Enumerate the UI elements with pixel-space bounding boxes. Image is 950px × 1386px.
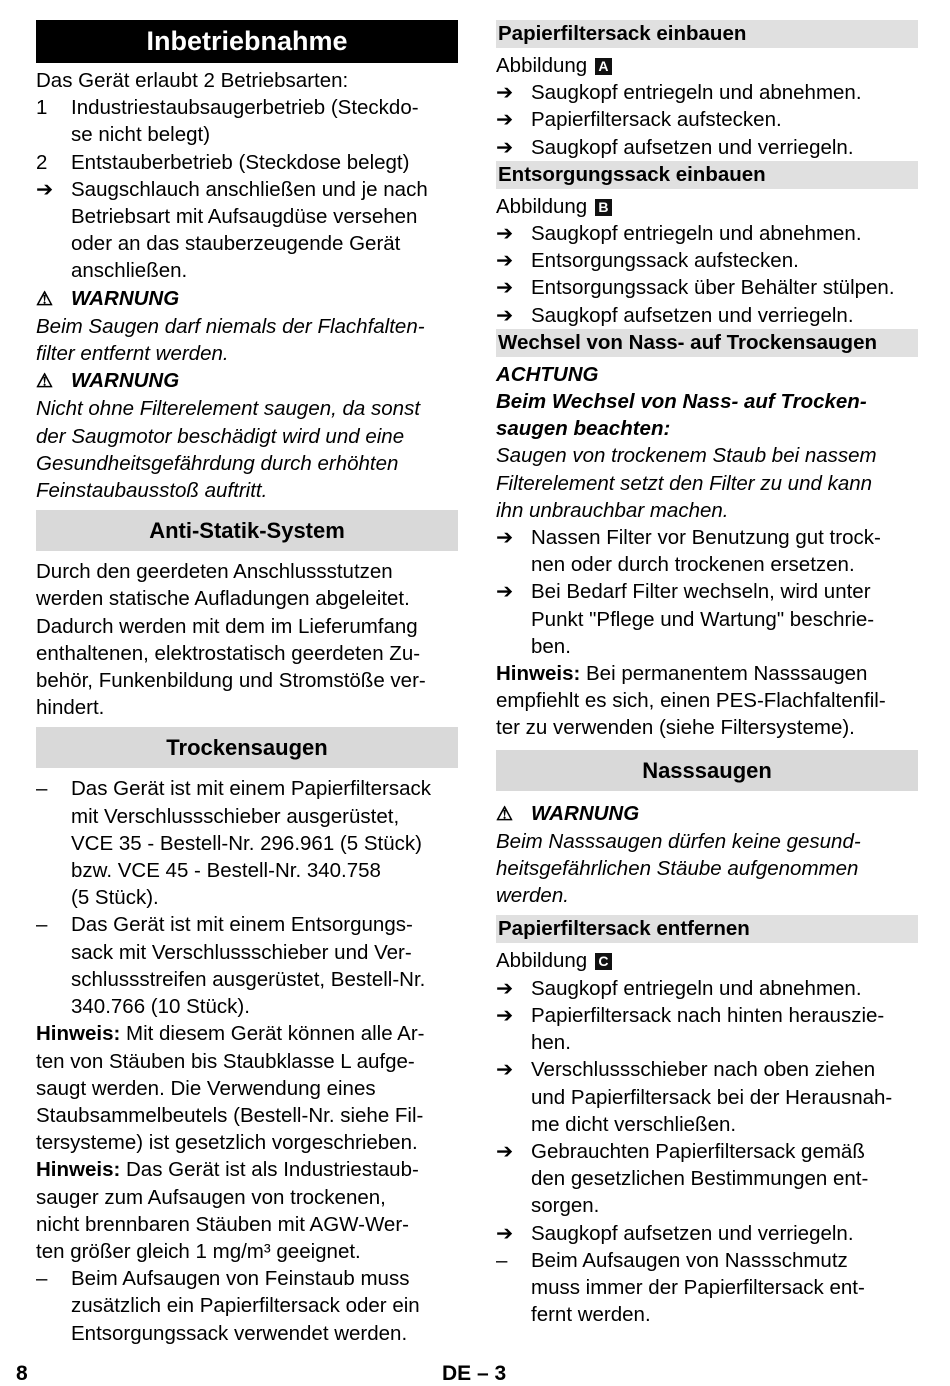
- step-item: [36, 176, 458, 285]
- mode-1-line: se nicht belegt): [71, 123, 211, 147]
- mode-2-line: Entstauberbetrieb (Steckdose belegt): [71, 150, 410, 174]
- trocken-line: VCE 35 - Bestell-Nr. 296.961 (5 Stück): [71, 831, 422, 855]
- step-item: [496, 220, 918, 247]
- warning-line: heitsgefährlichen Stäube aufgenommen: [496, 857, 859, 881]
- figure-c-badge: C: [595, 953, 612, 970]
- hinweis-2-line: ten größer gleich 1 mg/m³ geeignet.: [36, 1239, 361, 1263]
- subsection-title-entsorgungssack-einbauen: Entsorgungssack einbauen: [496, 161, 918, 189]
- step-text: Saugkopf entriegeln und abnehmen.: [531, 222, 862, 246]
- section-title-nasssaugen: Nasssaugen: [496, 750, 918, 791]
- arrow-icon: ➔: [496, 1058, 514, 1082]
- hinweis-label: Hinweis:: [496, 662, 581, 686]
- step-line: ben.: [531, 634, 571, 658]
- step-item: [496, 106, 918, 133]
- dash-line: Beim Aufsaugen von Nassschmutz: [531, 1248, 848, 1272]
- arrow-icon: ➔: [496, 276, 514, 300]
- warning-label: WARNUNG: [71, 286, 180, 310]
- dash-item: [496, 1247, 918, 1329]
- step-line: hen.: [531, 1031, 571, 1055]
- hinweis-1-line: Staubsammelbeutels (Bestell-Nr. siehe Fil-: [36, 1103, 424, 1127]
- trocken-line: 340.766 (10 Stück).: [71, 995, 250, 1019]
- achtung-line: Saugen von trockenem Staub bei nassem: [496, 444, 877, 468]
- arrow-icon: ➔: [36, 177, 54, 201]
- figure-a-badge: A: [595, 58, 612, 75]
- antistatik-line: Dadurch werden mit dem im Lieferumfang: [36, 614, 418, 638]
- trocken-line: sack mit Verschlussschieber und Ver-: [71, 940, 412, 964]
- step-text: Entsorgungssack über Behälter stülpen.: [531, 276, 895, 300]
- dash-bullet: –: [36, 913, 48, 937]
- warning-triangle-icon: ⚠: [496, 803, 514, 825]
- dash-line: fernt werden.: [531, 1303, 651, 1327]
- warning-1-line: filter entfernt werden.: [36, 342, 229, 366]
- hinweis-label: Hinweis:: [36, 1022, 121, 1046]
- warning-2-line: Gesundheitsgefährdung durch erhöhten: [36, 451, 399, 475]
- section-title-trockensaugen: Trockensaugen: [36, 727, 458, 768]
- step-item: [496, 1002, 918, 1056]
- hinweis-2-line: nicht brennbaren Stäuben mit AGW-Wer-: [36, 1212, 409, 1236]
- page-number: 8: [16, 1362, 28, 1385]
- trocken-line: mit Verschlussschieber ausgerüstet,: [71, 804, 400, 828]
- step-line: Betriebsart mit Aufsaugdüse versehen: [71, 205, 418, 229]
- step-line: Saugkopf aufsetzen und verriegeln.: [531, 1221, 854, 1245]
- dash-bullet: –: [36, 1267, 48, 1291]
- step-line: anschließen.: [71, 259, 188, 283]
- step-item: [496, 975, 918, 1002]
- hinweis-2-line: sauger zum Aufsaugen von trockenen,: [36, 1185, 386, 1209]
- abbildung-label: Abbildung: [496, 54, 588, 77]
- section-title-inbetriebnahme: Inbetriebnahme: [36, 20, 458, 63]
- arrow-icon: ➔: [496, 526, 514, 550]
- subsection-title-papierfiltersack-einbauen: Papierfiltersack einbauen: [496, 20, 918, 48]
- achtung-line: ihn unbrauchbar machen.: [496, 498, 729, 522]
- arrow-icon: ➔: [496, 81, 514, 105]
- trocken-item-1: [36, 775, 458, 911]
- hinweis-1-first-line: [36, 1020, 458, 1047]
- step-item: [496, 134, 918, 161]
- mode-2-item: [36, 149, 458, 176]
- achtung-label: ACHTUNG: [496, 362, 599, 386]
- step-text: Entsorgungssack aufstecken.: [531, 249, 799, 273]
- hinweis-line: ter zu verwenden (siehe Filtersysteme).: [496, 716, 855, 740]
- warning-1-line: Beim Saugen darf niemals der Flachfalten-: [36, 314, 425, 338]
- mode-1-item: [36, 94, 458, 148]
- step-line: Punkt "Pflege und Wartung" beschrie-: [531, 607, 875, 631]
- achtung-line: Filterelement setzt den Filter zu und kann: [496, 471, 873, 495]
- warning-2-line: der Saugmotor beschädigt wird und eine: [36, 424, 405, 448]
- arrow-icon: ➔: [496, 976, 514, 1000]
- trocken-item-3: [36, 1265, 458, 1347]
- language-page-label: DE – 3: [442, 1362, 507, 1385]
- dash-line: muss immer der Papierfiltersack ent-: [531, 1275, 865, 1299]
- left-column: [36, 20, 458, 1347]
- step-item: [496, 1056, 918, 1138]
- warning-label: WARNUNG: [531, 801, 640, 825]
- abbildung-label: Abbildung: [496, 949, 588, 973]
- step-item: [496, 79, 918, 106]
- arrow-icon: ➔: [496, 108, 514, 132]
- arrow-icon: ➔: [496, 580, 514, 604]
- warning-2-line: Nicht ohne Filterelement saugen, da sonst: [36, 397, 421, 421]
- step-item: [496, 274, 918, 301]
- warning-triangle-icon: ⚠: [36, 371, 54, 393]
- arrow-icon: ➔: [496, 303, 514, 327]
- step-line: Nassen Filter vor Benutzung gut trock-: [531, 526, 881, 550]
- subsection-title-papierfiltersack-entfernen: Papierfiltersack entfernen: [496, 915, 918, 943]
- hinweis-first-line: [496, 660, 918, 687]
- mode-1-line: Industriestaubsaugerbetrieb (Steckdo-: [71, 96, 419, 120]
- trocken-line: Beim Aufsaugen von Feinstaub muss: [71, 1267, 410, 1291]
- trocken-line: Das Gerät ist mit einem Papierfiltersack: [71, 777, 432, 801]
- arrow-icon: ➔: [496, 1003, 514, 1027]
- abbildung-label: Abbildung: [496, 194, 588, 218]
- step-line: Papierfiltersack nach hinten herauszie-: [531, 1003, 885, 1027]
- step-text: Saugkopf aufsetzen und verriegeln.: [531, 135, 854, 159]
- step-item: [496, 524, 918, 578]
- warning-triangle-icon: ⚠: [36, 288, 54, 310]
- step-text: Saugkopf aufsetzen und verriegeln.: [531, 303, 854, 327]
- warning-heading: [496, 800, 918, 828]
- intro-text: Das Gerät erlaubt 2 Betriebsarten:: [36, 69, 349, 92]
- warning-label: WARNUNG: [71, 369, 180, 393]
- arrow-icon: ➔: [496, 249, 514, 273]
- section-title-anti-statik: Anti-Statik-System: [36, 510, 458, 551]
- hinweis-text: Bei permanentem Nasssaugen: [580, 662, 868, 686]
- step-line: und Papierfiltersack bei der Herausnah-: [531, 1085, 893, 1109]
- step-line: sorgen.: [531, 1194, 600, 1218]
- list-number: 1: [36, 96, 48, 120]
- step-text: Papierfiltersack aufstecken.: [531, 108, 782, 132]
- step-item: [496, 247, 918, 274]
- step-line: Saugschlauch anschließen und je nach: [71, 177, 428, 201]
- hinweis-text: Das Gerät ist als Industriestaub-: [120, 1158, 419, 1182]
- arrow-icon: ➔: [496, 135, 514, 159]
- achtung-bold-line: saugen beachten:: [496, 417, 671, 441]
- warning-line: Beim Nasssaugen dürfen keine gesund-: [496, 829, 861, 853]
- warning-2-heading: [36, 367, 458, 395]
- hinweis-1-line: saugt werden. Die Verwendung eines: [36, 1076, 376, 1100]
- arrow-icon: ➔: [496, 222, 514, 246]
- hinweis-2-first-line: [36, 1156, 458, 1183]
- trocken-line: schlussstreifen ausgerüstet, Bestell-Nr.: [71, 967, 426, 991]
- trocken-item-2: [36, 911, 458, 1020]
- step-item: [496, 1220, 918, 1247]
- warning-2-line: Feinstaubausstoß auftritt.: [36, 479, 268, 503]
- trocken-line: zusätzlich ein Papierfiltersack oder ein: [71, 1294, 420, 1318]
- step-text: Saugkopf entriegeln und abnehmen.: [531, 81, 862, 105]
- right-column: [496, 20, 918, 1328]
- dash-bullet: –: [496, 1248, 508, 1272]
- abbildung-c: [496, 947, 918, 974]
- warning-line: werden.: [496, 884, 569, 908]
- step-line: Bei Bedarf Filter wechseln, wird unter: [531, 580, 871, 604]
- hinweis-label: Hinweis:: [36, 1158, 121, 1182]
- step-line: me dicht verschließen.: [531, 1112, 737, 1136]
- hinweis-1-line: tersysteme) ist gesetzlich vorgeschrieben.: [36, 1131, 418, 1155]
- list-number: 2: [36, 150, 48, 174]
- figure-b-badge: B: [595, 199, 612, 216]
- step-item: [496, 302, 918, 329]
- subsection-title-wechsel: Wechsel von Nass- auf Trockensaugen: [496, 329, 918, 357]
- step-item: [496, 1138, 918, 1220]
- trocken-line: Das Gerät ist mit einem Entsorgungs-: [71, 913, 413, 937]
- abbildung-a: [496, 52, 918, 79]
- arrow-icon: ➔: [496, 1139, 514, 1163]
- antistatik-line: behör, Funkenbildung und Stromstöße ver-: [36, 669, 426, 693]
- step-line: nen oder durch trockenen ersetzen.: [531, 553, 855, 577]
- trocken-line: (5 Stück).: [71, 886, 159, 910]
- trocken-line: bzw. VCE 45 - Bestell-Nr. 340.758: [71, 859, 381, 883]
- antistatik-line: hindert.: [36, 696, 105, 720]
- antistatik-line: Durch den geerdeten Anschlussstutzen: [36, 560, 393, 584]
- trocken-line: Entsorgungssack verwendet werden.: [71, 1321, 408, 1345]
- hinweis-text: Mit diesem Gerät können alle Ar-: [120, 1022, 425, 1046]
- step-line: Verschlussschieber nach oben ziehen: [531, 1058, 876, 1082]
- hinweis-line: empfiehlt es sich, einen PES-Flachfaltenfil-: [496, 689, 886, 713]
- step-line: Gebrauchten Papierfiltersack gemäß: [531, 1139, 865, 1163]
- step-line: oder an das stauberzeugende Gerät: [71, 232, 401, 256]
- step-line: Saugkopf entriegeln und abnehmen.: [531, 976, 862, 1000]
- warning-1-heading: [36, 285, 458, 313]
- dash-bullet: –: [36, 777, 48, 801]
- arrow-icon: ➔: [496, 1221, 514, 1245]
- step-item: [496, 578, 918, 660]
- step-line: den gesetzlichen Bestimmungen ent-: [531, 1167, 869, 1191]
- antistatik-line: werden statische Aufladungen abgeleitet.: [36, 587, 410, 611]
- antistatik-line: enthaltenen, elektrostatisch geerdeten Zu-: [36, 641, 421, 665]
- abbildung-b: [496, 193, 918, 220]
- achtung-bold-line: Beim Wechsel von Nass- auf Trocken-: [496, 390, 867, 414]
- hinweis-1-line: ten von Stäuben bis Staubklasse L aufge-: [36, 1049, 415, 1073]
